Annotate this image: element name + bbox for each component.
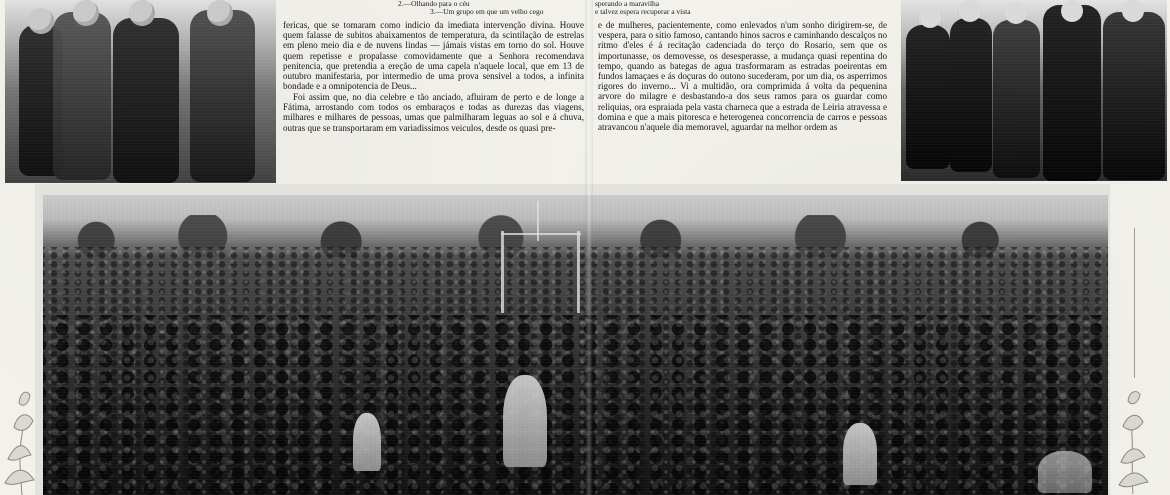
photo-head: [129, 0, 155, 26]
photo-head: [1061, 0, 1083, 22]
caption-line-2: 2.—Olhando para o céu: [398, 0, 470, 8]
photo-person: [1043, 5, 1101, 181]
photo-person-highlight: [503, 375, 547, 467]
caption-line-2-cont: sperando a maravilha: [595, 0, 660, 8]
photo-cross: [537, 201, 539, 241]
photo-person-highlight: [843, 423, 877, 485]
article-paragraph: fericas, que se tomaram como indicio da imediata intervenção divina. Houve quem falasse de subitos abaixamentos de temperatura, da scintilação de estrelas em pleno meio dia e de nuvens lindas — jámais vistas em torno do sol. Houve quem repetisse e propalasse comovidamente que a Senhora recomendava penitencia, que pretendia a ereção de uma capela n'aquele local, que em 13 de outubro manifestaria, por intermedio de uma prova sensivel a todos, a infinita bondade e a omnipotencia de Deus...: [283, 20, 584, 92]
photo-beam: [501, 233, 581, 235]
right-ornament-stem: [1134, 228, 1135, 378]
article-right-column: [598, 20, 887, 132]
photo-head: [1005, 2, 1027, 24]
photo-person-highlight: [353, 413, 381, 471]
photo-head: [73, 0, 99, 26]
photo-person: [906, 25, 950, 169]
photo-crowd-main: [43, 195, 1108, 495]
photo-person-highlight: [1038, 451, 1092, 493]
photo-head: [919, 6, 941, 28]
lily-ornament-left-icon: [0, 383, 44, 495]
article-left-column: [283, 20, 584, 133]
photo-pole: [501, 231, 504, 313]
photo-head: [1122, 0, 1144, 22]
photo-person: [113, 18, 179, 183]
photo-pole: [577, 231, 580, 313]
photo-head: [28, 8, 54, 34]
caption-line-3: 3.—Um grupo em que um velho cego: [430, 7, 544, 16]
photo-person: [993, 20, 1040, 178]
photo-head: [207, 0, 233, 26]
photo-person: [53, 12, 111, 180]
photo-group-right: [901, 0, 1167, 181]
caption-line-3-cont: e talvez espera recuperar a vista: [595, 7, 691, 16]
photo-person: [1103, 12, 1165, 180]
article-paragraph: e de mulheres, pacientemente, como enlevados n'um sonho dirigirem-se, de vespera, para o sitio famoso, cantando hinos sacros e caminhando descalços no ritmo d'eles é á recitação cadenciada do terço do Rosario, sem que os importunasse, os demovesse, os desesperasse, a mudança quasi repentina do tempo, quando as bategas de agua trasformaram as estradas poeirentas em fundos lamaçaes e ás doçuras do outono sucederam, por um dia, os asperrimos rigores do inverno... Vi a multidão, ora comprimida á volta da pequenina arvore do milagre e desbastando-a dos seus ramos para os guardar como reliquias, ora espraiada pela vasta charneca que a estrada de Leiria atravessa e domina e que a mais pitoresca e heterogenea concorrencia de carros e pessoas atravancou n'aquele dia memoravel, aguardar na melhor ordem as: [598, 20, 887, 133]
photo-head: [959, 0, 981, 22]
photo-person: [950, 18, 992, 172]
photo-crowd-foreground: [43, 315, 1108, 495]
lily-ornament-right-icon: [1111, 382, 1155, 494]
photo-crowd-left: [5, 0, 276, 183]
article-paragraph: Foi assim que, no dia celebre e tão anciado, afluiram de perto e de longe a Fátima, arrostando com todos os embaraços e todas as durezas das viagens, milhares e milhares de pessoas, umas que palmilharam leguas ao sol e á chuva, outras que se transportaram em variadissimos veiculos, desde os quasi pre-: [283, 91, 584, 133]
photo-person: [190, 10, 255, 182]
